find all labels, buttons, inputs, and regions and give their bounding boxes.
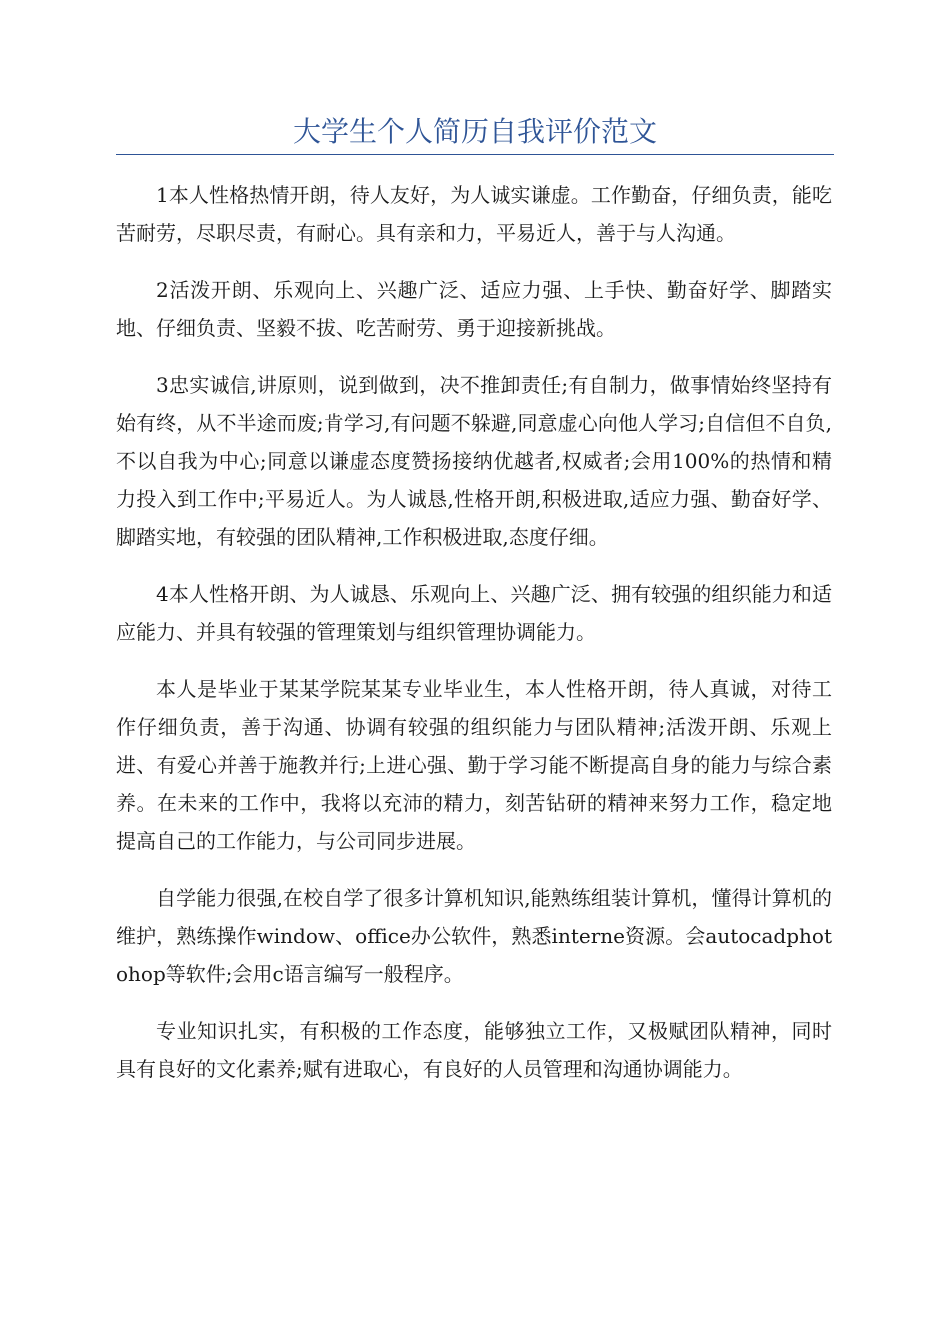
document-title: 大学生个人简历自我评价范文 [292, 115, 657, 148]
paragraph-5: 本人是毕业于某某学院某某专业毕业生，本人性格开朗，待人真诚，对待工作仔细负责，善于沟通、协调有较强的组织能力与团队精神;活泼开朗、乐观上进、有爱心并善于施教并行;上进心强、勤于学习能不断提高自身的能力与综合素养。在未来的工作中，我将以充沛的精力，刻苦钻研的精神来努力工作，稳定地提高自己的工作能力，与公司同步进展。 [116, 677, 832, 853]
paragraph-2: 2活泼开朗、乐观向上、兴趣广泛、适应力强、上手快、勤奋好学、脚踏实地、仔细负责、坚毅不拔、吃苦耐劳、勇于迎接新挑战。 [116, 278, 832, 340]
paragraph-3: 3忠实诚信,讲原则，说到做到，决不推卸责任;有自制力，做事情始终坚持有始有终，从不半途而废;肯学习,有问题不躲避,同意虚心向他人学习;自信但不自负,不以自我为中心;同意以谦虚态度赞扬接纳优越者,权威者;会用100%的热情和精力投入到工作中;平易近人。为人诚恳,性格开朗,积极进取,适应力强、勤奋好学、脚踏实地，有较强的团队精神,工作积极进取,态度仔细。 [116, 373, 832, 549]
title-underline [116, 154, 834, 155]
paragraph-1: 1本人性格热情开朗，待人友好，为人诚实谦虚。工作勤奋，仔细负责，能吃苦耐劳，尽职尽责，有耐心。具有亲和力，平易近人，善于与人沟通。 [116, 183, 832, 245]
paragraph-6: 自学能力很强,在校自学了很多计算机知识,能熟练组装计算机，懂得计算机的维护，熟练操作window、office办公软件，熟悉interne资源。会autocadphotohop等软件;会用c语言编写一般程序。 [116, 886, 832, 986]
paragraph-4: 4本人性格开朗、为人诚恳、乐观向上、兴趣广泛、拥有较强的组织能力和适应能力、并具有较强的管理策划与组织管理协调能力。 [116, 582, 832, 644]
paragraph-7: 专业知识扎实，有积极的工作态度，能够独立工作，又极赋团队精神，同时具有良好的文化素养;赋有进取心，有良好的人员管理和沟通协调能力。 [116, 1019, 832, 1081]
document-body [116, 176, 832, 1107]
